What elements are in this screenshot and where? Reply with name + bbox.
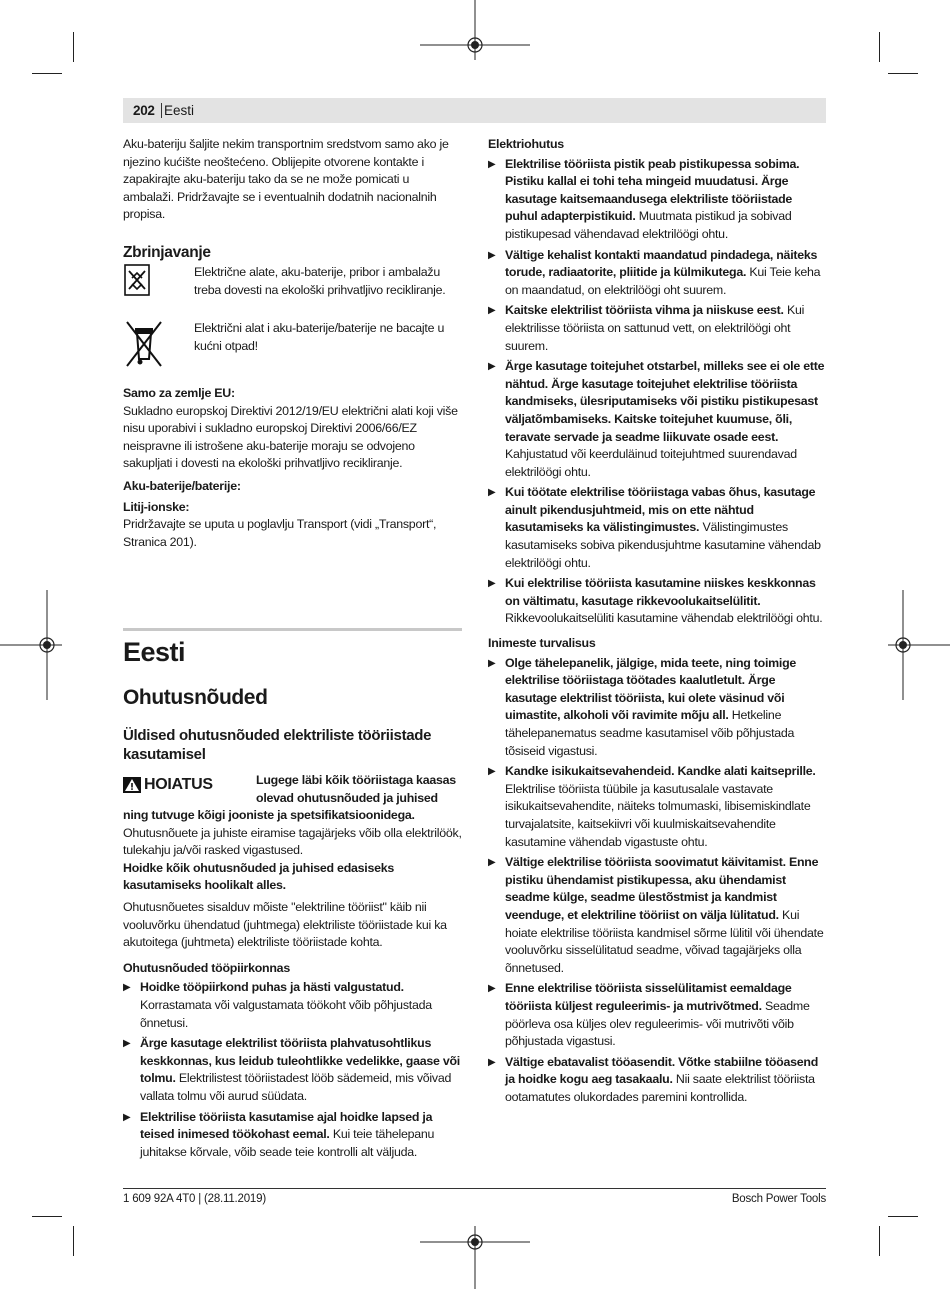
crop-mark — [73, 1226, 74, 1256]
crop-mark — [888, 1216, 918, 1217]
list-item-bold: Kaitske elektrilist tööriista vihma ja niiskuse eest. — [505, 303, 784, 318]
keep-instructions: Hoidke kõik ohutusnõuded ja juhised edasiseks kasutamiseks hoolikalt alles. — [123, 860, 395, 893]
warning-bold-2: ning tutvuge kõigi jooniste ja spetsifikatsioonidega. — [123, 808, 415, 822]
bullet-triangle-icon: ▶ — [488, 766, 496, 778]
list-item-text: Korrastamata või valgustamata töökoht võib põhjustada õnnetusi. — [140, 997, 432, 1030]
workplace-heading: Ohutusnõuded tööpiirkonnas — [123, 960, 290, 975]
crop-mark — [73, 32, 74, 62]
list-item — [488, 763, 826, 851]
bullet-triangle-icon: ▶ — [488, 249, 496, 261]
crossed-bin-icon — [124, 319, 164, 369]
bullet-triangle-icon: ▶ — [123, 1038, 131, 1050]
liion-heading: Litij-ionske: — [123, 499, 190, 514]
footer-doc-number: 1 609 92A 4T0 | (28.11.2019) — [123, 1193, 266, 1205]
list-item-text: Elektrilise tööriista tüübile ja kasutusalale vastavate isikukaitsevahendite, näiteks tolmumaski, libisemiskindlate turvajalatsite, kaitsekiivri või kuulmiskaitsevahendite kasutamine vähendab vigastuste ohtu. — [505, 781, 811, 849]
registration-mark-right — [888, 590, 950, 700]
list-item — [488, 1054, 826, 1107]
left-column-eu — [123, 385, 463, 551]
list-item-bold: Vältige kehalist kontakti maandatud pindadega, näiteks torude, radiaatorite, pliitide ja külmikutega. — [505, 247, 818, 280]
bullet-triangle-icon: ▶ — [123, 982, 131, 994]
bullet-triangle-icon: ▶ — [123, 1111, 131, 1123]
registration-mark-left — [0, 590, 62, 700]
bullet-triangle-icon: ▶ — [488, 578, 496, 590]
list-item — [488, 302, 826, 355]
general-safety-title: Üldised ohutusnõuded elektriliste tööriistade kasutamisel — [123, 727, 432, 763]
electric-heading: Elektriohutus — [488, 137, 564, 151]
right-column — [488, 136, 826, 1106]
list-item-bold: Ärge kasutage toitejuhet otstarbel, milleks see ei ole ette nähtud. Ärge kasutage toitejuhet elektrilise tööriista kandmiseks, ülesriputamiseks või pistiku pistikupesast väljatõmbamiseks. Kaitske toitejuhet kuumuse, õli, teravate servade ja seadme liikuvate osade eest. — [505, 359, 825, 444]
list-item-text: Kui elektrilisse tööriista on sattunud vett, on elektrilöögi oht suurem. — [505, 303, 805, 353]
list-item — [488, 156, 826, 244]
battery-heading: Aku-baterije/baterije: — [123, 478, 241, 493]
header-section: Eesti — [164, 103, 195, 118]
warning-label — [123, 776, 213, 794]
bullet-triangle-icon: ▶ — [488, 657, 496, 669]
disposal-text-1: Električne alate, aku-baterije, pribor i ambalažu treba dovesti na ekološki prihvatljivo recikliranje. — [194, 265, 446, 297]
list-item — [123, 1035, 463, 1105]
list-item-text: Kui hoiate elektrilise tööriista kandmisel sõrme lülitil või ühendate vooluvõrku sisselülitatud seadme, võivad tagajärjeks olla õnnetused. — [505, 907, 824, 975]
header-divider — [161, 103, 162, 118]
section-rule — [123, 628, 462, 631]
list-item-bold: Ärge kasutage elektrilist tööriista plahvatusohtlikus keskkonnas, kus leidub tuleohtlikke vedelikke, gaase või tolmu. — [140, 1036, 461, 1086]
liion-paragraph: Pridržavajte se uputa u poglavlju Transport (vidi „Transport“, Stranica 201). — [123, 517, 437, 549]
footer-rule — [123, 1188, 826, 1189]
bullet-triangle-icon: ▶ — [488, 857, 496, 869]
warning-paragraph: Ohutusnõuete ja juhiste eiramise tagajärjeks võib olla elektrilöök, tulekahju ja/või rasked vigastused. — [123, 825, 462, 858]
crop-mark — [888, 73, 918, 74]
bullet-triangle-icon: ▶ — [488, 305, 496, 317]
list-item-text: Rikkevoolukaitselüliti kasutamine vähendab elektrilöögi ohtu. — [505, 611, 823, 626]
list-item-text: Hetkeline tähelepanematus seadme kasutamisel võib põhjustada tõsiseid vigastusi. — [505, 708, 795, 758]
bullet-triangle-icon: ▶ — [488, 1056, 496, 1068]
list-item-bold: Elektrilise tööriista pistik peab pistikupessa sobima. Pistiku kallal ei tohi teha mingeid muudatusi. Ärge kasutage kaitsemaandusega elektriliste tööriistade puhul adapterpistikuid. — [505, 156, 800, 224]
crop-mark — [32, 73, 62, 74]
list-item-bold: Vältige elektrilise tööriista soovimatut käivitamist. Enne pistiku ühendamist pistikupessa, aku ühendamist seadme külge, seadme ülestõstmist ja kandmist veenduge, et elektriline tööriist on välja lülitatud. — [505, 855, 819, 922]
eu-heading: Samo za zemlje EU: — [123, 386, 235, 400]
warning-triangle-icon — [123, 777, 141, 793]
list-item — [488, 854, 826, 977]
transport-paragraph: Aku-bateriju šaljite nekim transportnim sredstvom samo ako je njezino kućište neoštećeno. Oblijepite otvorene kontakte i zapakirajte aku-bateriju tako da se ne može pomicati u ambalaži. Pridržavajte se i eventualnih dodatnih nacionalnih propisa. — [123, 137, 449, 222]
list-item-bold: Hoidke tööpiirkond puhas ja hästi valgustatud. — [140, 980, 404, 995]
list-item — [488, 484, 826, 572]
warning-bold-1: Lugege läbi kõik tööriistaga kaasas olevad ohutusnõuded ja juhised — [256, 773, 456, 805]
page-header-bar — [123, 98, 826, 123]
left-column-top — [123, 136, 463, 269]
list-item-bold: Vältige ebatavalist tööasendit. Võtke stabiilne tööasend ja hoidke kogu aeg tasakaalu. — [505, 1054, 819, 1087]
list-item-text: Kui teie tähelepanu juhitakse kõrvale, võib seade teie kontrolli alt väljuda. — [140, 1127, 435, 1159]
registration-mark-top — [420, 0, 530, 60]
list-item-bold: Kandke isikukaitsevahendeid. Kandke alati kaitseprille. — [505, 764, 816, 779]
list-item — [488, 247, 826, 300]
list-item-bold: Kui elektrilise tööriista kasutamine niiskes keskkonnas on vältimatu, kasutage rikkevoolukaitselülitit. — [505, 576, 816, 608]
list-item-text: Seadme pöörleva osa küljes olev reguleerimis- või mutrivõti võib põhjustada vigastusi. — [505, 998, 810, 1049]
list-item-text: Elektrilistest tööriistadest lööb sädemeid, mis võivad vallata tolmu või aurud süüdata. — [140, 1071, 452, 1103]
disposal-heading: Zbrinjavanje — [123, 243, 211, 261]
list-item-bold: Olge tähelepanelik, jälgige, mida teete, ning toimige elektrilise tööriistaga töötades kaalutletult. Ärge kasutage elektrilist tööriista, kui olete väsinud või uimastite, alkoholi või ravimite mõju all. — [505, 655, 797, 723]
personal-heading: Inimeste turvalisus — [488, 636, 596, 651]
registration-mark-bottom — [420, 1226, 530, 1289]
language-title: Eesti — [123, 637, 186, 667]
bullet-triangle-icon: ▶ — [488, 158, 496, 170]
left-column-warning — [123, 807, 463, 1161]
list-item — [488, 358, 826, 481]
list-item-text: Välistingimustes kasutamiseks sobiva pikendusjuhtme kasutamine vähendab elektrilöögi ohtu. — [505, 520, 821, 570]
list-item-bold: Elektrilise tööriista kasutamise ajal hoidke lapsed ja teised inimesed töökohast eemal. — [140, 1109, 433, 1142]
eu-paragraph: Sukladno europskoj Direktivi 2012/19/EU električni alati koji više nisu uporabivi i sukladno europskoj Direktivi 2006/66/EZ neispravne ili istrošene aku-baterije moraju se odvojeno sakupljati i dovesti na ekološki prihvatljivo recikliranje. — [123, 403, 458, 471]
list-item — [488, 575, 826, 628]
footer-brand: Bosch Power Tools — [731, 1193, 826, 1205]
bullet-triangle-icon: ▶ — [488, 983, 496, 995]
recycling-icon — [124, 264, 150, 296]
list-item — [123, 979, 463, 1032]
list-item — [488, 980, 826, 1050]
list-item-bold: Enne elektrilise tööriista sisselülitamist eemaldage tööriista küljest reguleerimis- ja mutrivõtmed. — [505, 981, 792, 1013]
list-item-text: Kui Teie keha on maandatud, on elektrilöögi oht suurem. — [505, 265, 821, 297]
list-item — [123, 1109, 463, 1162]
crop-mark — [879, 32, 880, 62]
disposal-text-2: Električni alat i aku-baterije/baterije ne bacajte u kućni otpad! — [194, 321, 445, 353]
list-item-text: Muutmata pistikud ja sobivad pistikupesad vähendavad elektrilöögi ohtu. — [505, 209, 792, 241]
safety-title: Ohutusnõuded — [123, 686, 268, 709]
list-item-bold: Kui töötate elektrilise tööriistaga vabas õhus, kasutage ainult pikendusjuhtmeid, mis on ette nähtud kasutamiseks ka välistingimustes. — [505, 485, 816, 535]
warning-label-text: HOIATUS — [144, 776, 213, 793]
term-paragraph: Ohutusnõuetes sisalduv mõiste "elektriline tööriist" käib nii vooluvõrku ühendatud (juhtmega) elektriliste tööriistade kui ka akutoitega (juhtmeta) elektriliste tööriistade kohta. — [123, 899, 447, 950]
list-item — [488, 655, 826, 761]
page-number: 202 — [133, 103, 155, 118]
bullet-triangle-icon: ▶ — [488, 487, 496, 499]
list-item-text: Nii saate elektrilist tööriista ootamatutes olukordades paremini kontrollida. — [505, 1072, 815, 1104]
crop-mark — [32, 1216, 62, 1217]
crop-mark — [879, 1226, 880, 1256]
list-item-text: Kahjustatud või keerduläinud toitejuhtmed suurendavad elektrilöögi ohtu. — [505, 447, 797, 479]
bullet-triangle-icon: ▶ — [488, 361, 496, 373]
